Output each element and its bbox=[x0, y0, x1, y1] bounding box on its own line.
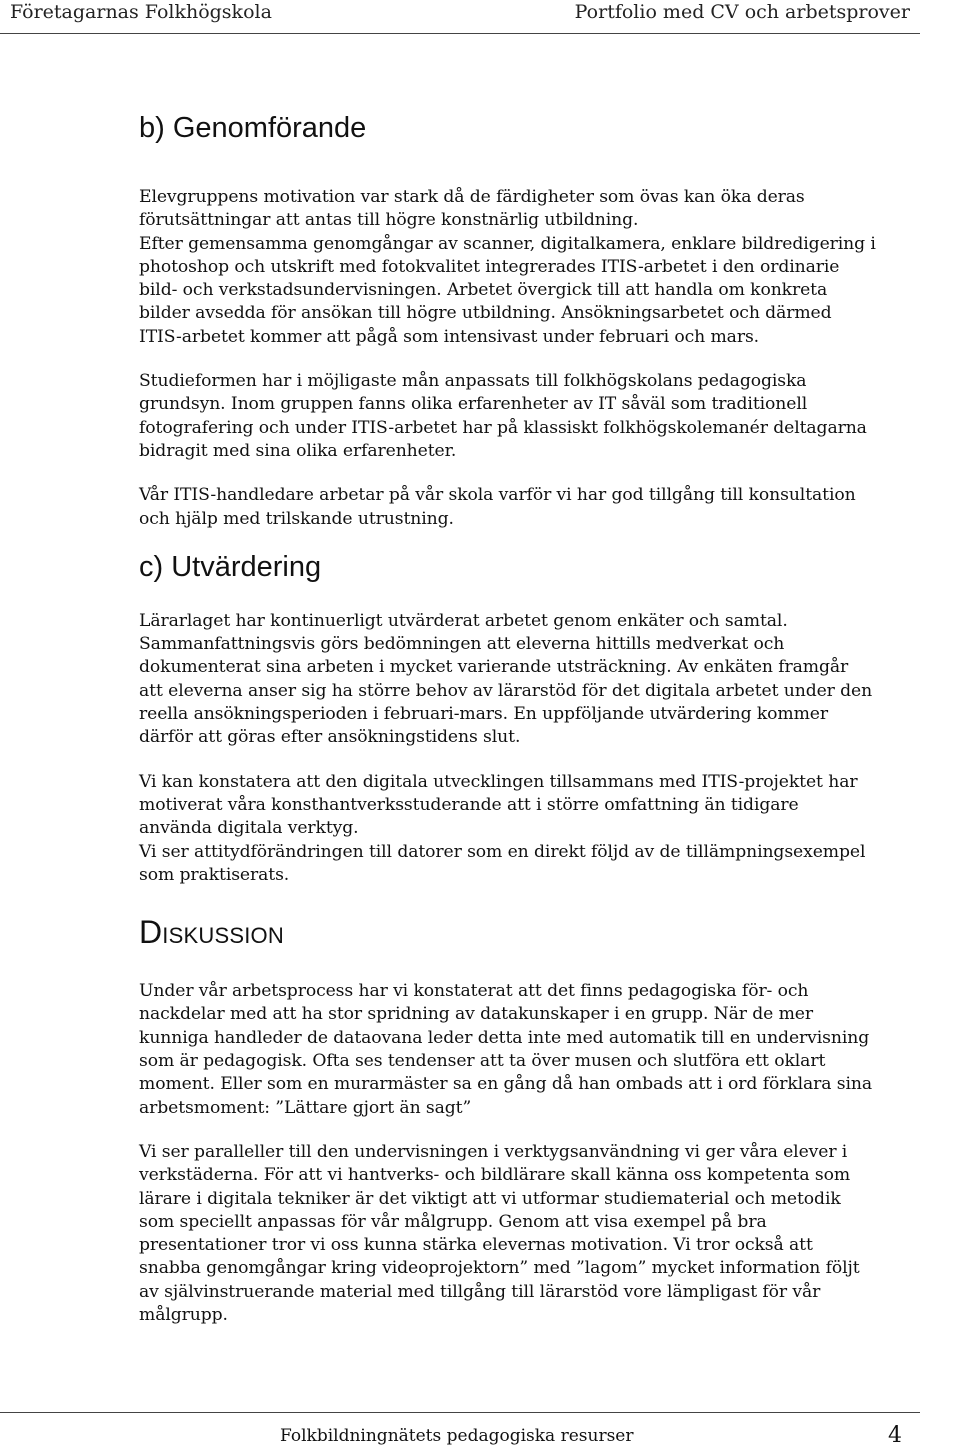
text-line: grundsyn. Inom gruppen fanns olika erfarenheter av IT såväl som traditionell bbox=[139, 394, 808, 415]
paragraph-genomforande-2 bbox=[139, 370, 919, 463]
section-title-diskussion: Diskussion bbox=[139, 914, 284, 951]
page-header bbox=[0, 0, 960, 34]
text-line: att eleverna anser sig ha större behov av lärarstöd för det digitala arbetet under den bbox=[139, 680, 873, 701]
text-line: Vår ITIS-handledare arbetar på vår skola varför vi har god tillgång till konsultation bbox=[139, 485, 856, 506]
page-content bbox=[139, 110, 919, 1327]
text-line: lärare i digitala tekniker är det viktigt att vi utformar studiematerial och metodik bbox=[139, 1188, 841, 1209]
header-school-name: Företagarnas Folkhögskola bbox=[10, 1, 272, 23]
text-line: som praktiserats. bbox=[139, 864, 290, 885]
text-line: förutsättningar att antas till högre konstnärlig utbildning. bbox=[139, 210, 639, 231]
text-line: arbetsmoment: ”Lättare gjort än sagt” bbox=[139, 1097, 472, 1118]
text-line: Vi kan konstatera att den digitala utvecklingen tillsammans med ITIS-projektet har bbox=[139, 771, 858, 792]
footer-publication-title: Folkbildningnätets pedagogiska resurser bbox=[280, 1426, 634, 1446]
text-line: av självinstruerande material med tillgång till lärarstöd vore lämpligast för vår bbox=[139, 1281, 821, 1302]
text-line: och hjälp med trilskande utrustning. bbox=[139, 508, 454, 529]
text-line: Studieformen har i möjligaste mån anpassats till folkhögskolans pedagogiska bbox=[139, 371, 807, 392]
text-line: som är pedagogisk. Ofta ses tendenser att ta över musen och slutföra ett oklart bbox=[139, 1051, 826, 1072]
text-line: dokumenterat sina arbeten i mycket varierande utsträckning. Av enkäten framgår bbox=[139, 657, 849, 678]
text-line: presentationer tror vi oss kunna stärka elevernas motivation. Vi tror också att bbox=[139, 1235, 813, 1256]
text-line: ITIS-arbetet kommer att pågå som intensivast under februari och mars. bbox=[139, 326, 760, 347]
text-line: Vi ser paralleller till den undervisningen i verktygsanvändning vi ger våra elever i bbox=[139, 1141, 848, 1162]
text-line: verkstäderna. För att vi hantverks- och bildlärare skall känna oss kompetenta som bbox=[139, 1165, 851, 1186]
text-line: Elevgruppens motivation var stark då de färdigheter som övas kan öka deras bbox=[139, 187, 805, 207]
text-line: bidragit med sina olika erfarenheter. bbox=[139, 440, 457, 461]
text-line: Lärarlaget har kontinuerligt utvärderat arbetet genom enkäter och samtal. bbox=[139, 610, 788, 631]
text-line: Sammanfattningsvis görs bedömningen att eleverna hittills medverkat och bbox=[139, 634, 785, 655]
text-line: Efter gemensamma genomgångar av scanner, digitalkamera, enklare bildredigering i bbox=[139, 233, 876, 254]
page-footer bbox=[0, 1412, 960, 1447]
paragraph-utvardering-1 bbox=[139, 610, 919, 750]
text-line: motiverat våra konsthantverksstuderande att i större omfattning än tidigare bbox=[139, 794, 799, 815]
text-line: Vi ser attitydförändringen till datorer som en direkt följd av de tillämpningsexempel bbox=[139, 841, 866, 862]
section-title-genomforande: b) Genomförande bbox=[139, 112, 367, 144]
paragraph-diskussion-2 bbox=[139, 1141, 919, 1327]
paragraph-utvardering-2 bbox=[139, 771, 919, 887]
text-line: photoshop och utskrift med fotokvalitet integrerades ITIS-arbetet i den ordinarie bbox=[139, 256, 840, 277]
header-divider bbox=[0, 33, 920, 34]
text-line: som speciellt anpassas för vår målgrupp. Genom att visa exempel på bra bbox=[139, 1211, 767, 1232]
text-line: moment. Eller som en murarmäster sa en gång då han ombads att i ord förklara sina bbox=[139, 1074, 873, 1095]
paragraph-genomforande-1 bbox=[139, 186, 919, 349]
paragraph-diskussion-1 bbox=[139, 980, 919, 1120]
text-line: bilder avsedda för ansökan till högre utbildning. Ansökningsarbetet och därmed bbox=[139, 303, 832, 324]
text-line: kunniga handleder de dataovana leder detta inte med automatik till en undervisning bbox=[139, 1027, 870, 1048]
text-line: bild- och verkstadsundervisningen. Arbetet övergick till att handla om konkreta bbox=[139, 280, 828, 301]
page-number: 4 bbox=[888, 1423, 902, 1448]
paragraph-genomforande-3 bbox=[139, 484, 919, 531]
text-line: fotografering och under ITIS-arbetet har på klassiskt folkhögskolemanér deltagarna bbox=[139, 417, 867, 438]
text-line: därför att göras efter ansökningstidens slut. bbox=[139, 727, 521, 748]
footer-divider bbox=[0, 1412, 920, 1413]
text-line: Under vår arbetsprocess har vi konstaterat att det finns pedagogiska för- och bbox=[139, 981, 809, 1002]
header-document-title: Portfolio med CV och arbetsprover bbox=[574, 1, 910, 23]
text-line: snabba genomgångar kring videoprojektorn” med ”lagom” mycket information följt bbox=[139, 1258, 860, 1279]
text-line: målgrupp. bbox=[139, 1304, 228, 1325]
text-line: använda digitala verktyg. bbox=[139, 818, 359, 839]
text-line: nackdelar med att ha stor spridning av datakunskaper i en grupp. När de mer bbox=[139, 1004, 813, 1025]
text-line: reella ansökningsperioden i februari-mars. En uppföljande utvärdering kommer bbox=[139, 704, 828, 725]
section-title-utvardering: c) Utvärdering bbox=[139, 550, 322, 583]
